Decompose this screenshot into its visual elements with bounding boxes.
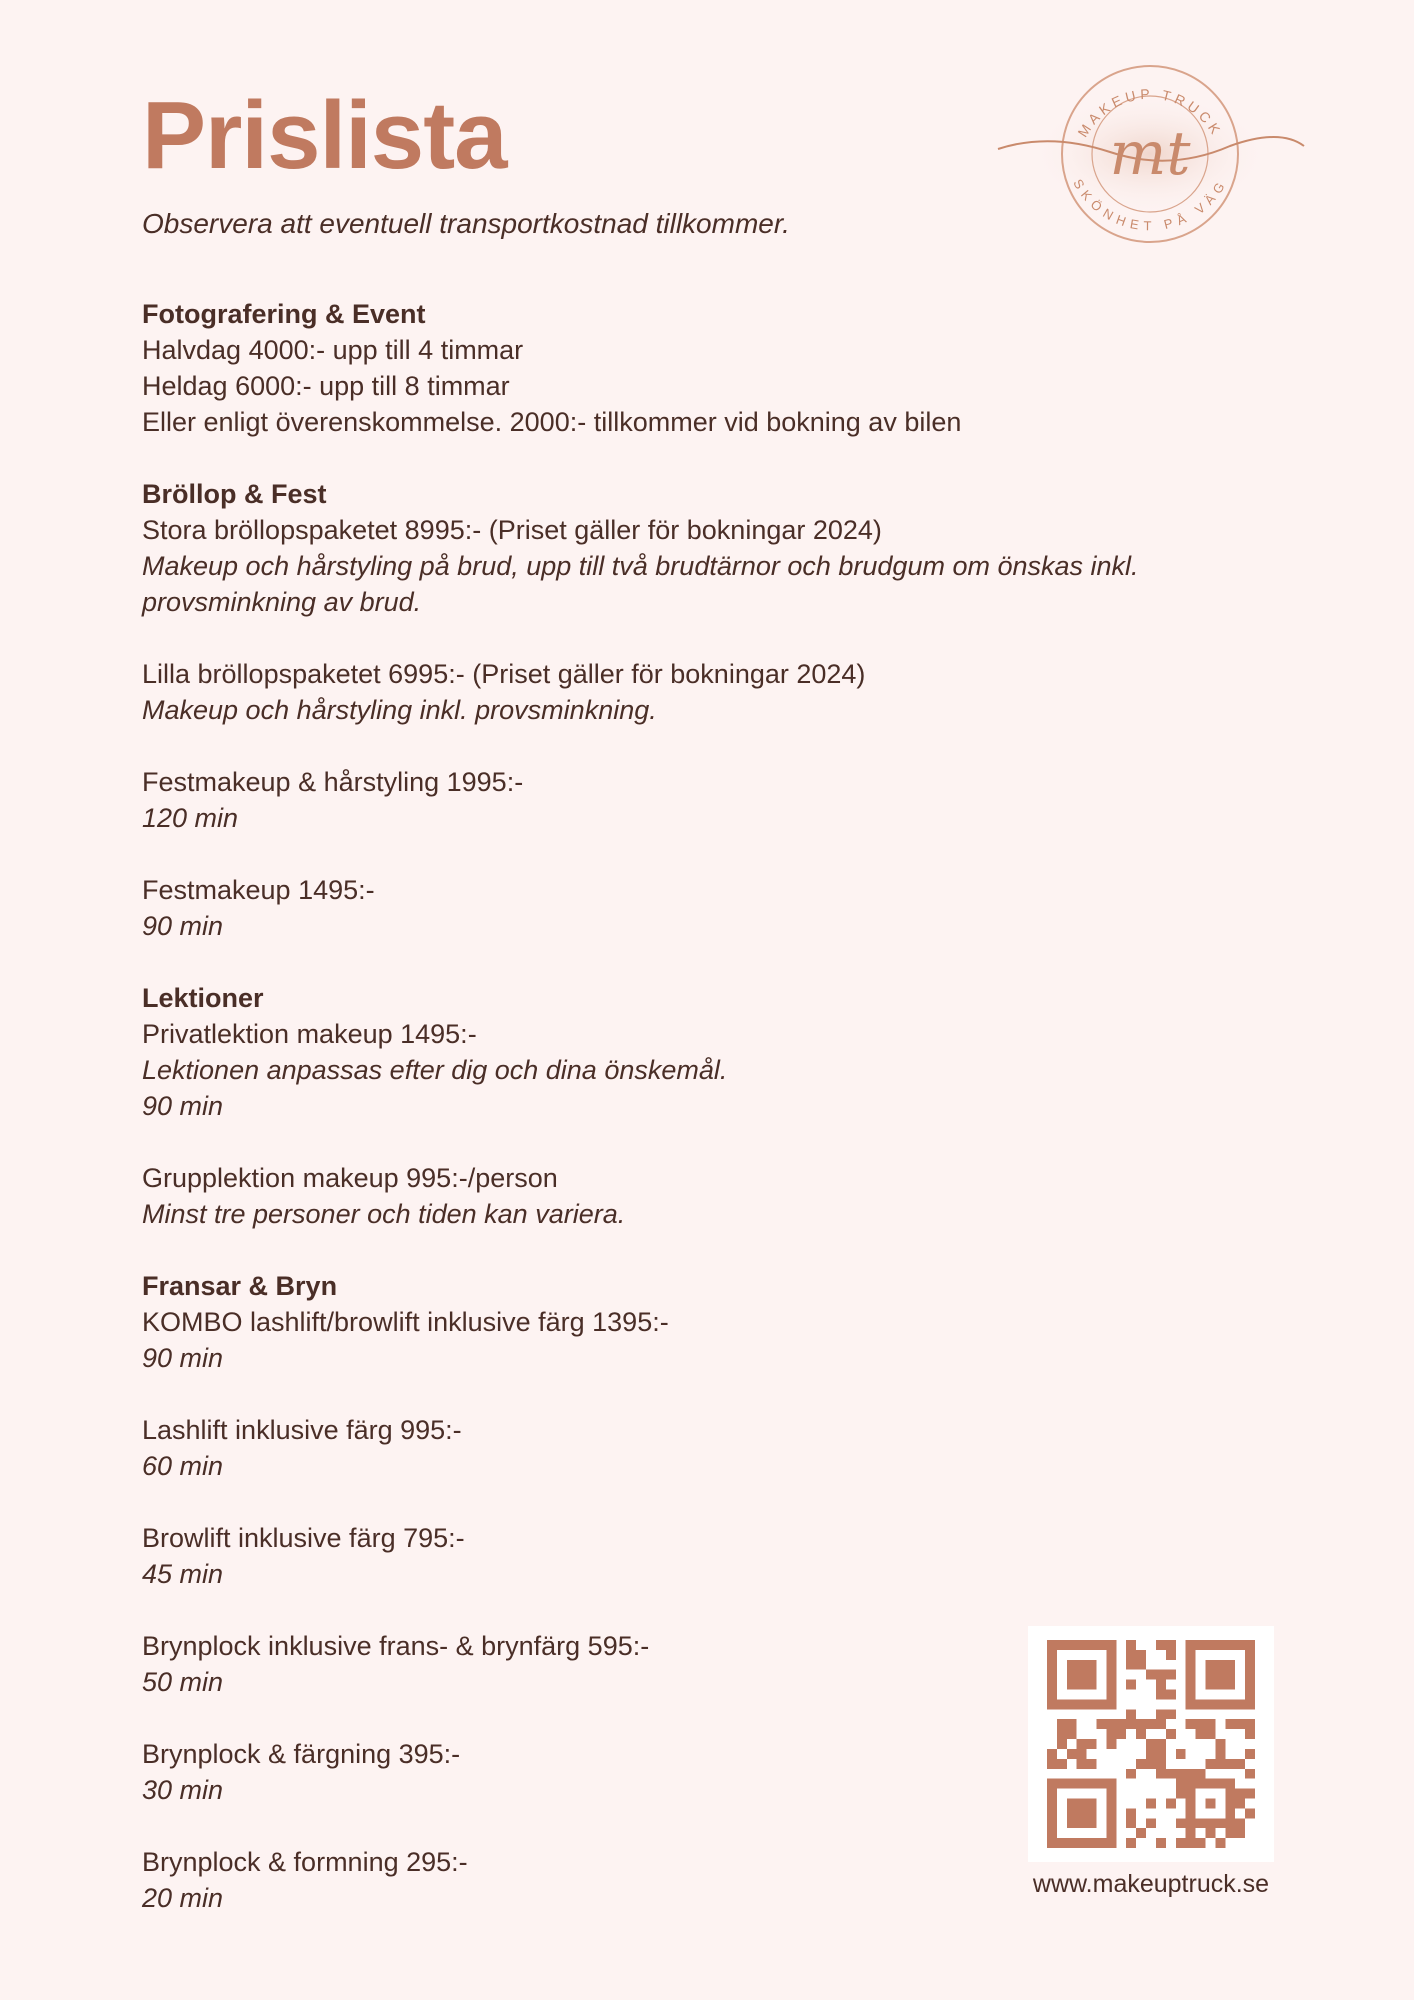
- price-item: [142, 1016, 1242, 1124]
- website-url[interactable]: www.makeuptruck.se: [1032, 1870, 1270, 1898]
- price-note: 120 min: [142, 803, 239, 833]
- price-note: 20 min: [142, 1883, 224, 1913]
- price-line: Lilla bröllopspaketet 6995:- (Priset gäller för bokningar 2024): [142, 659, 866, 689]
- price-line: Privatlektion makeup 1495:-: [142, 1019, 477, 1049]
- price-line: Brynplock & formning 295:-: [142, 1847, 468, 1877]
- price-item: [142, 512, 1242, 620]
- logo-monogram: mt: [1109, 119, 1191, 189]
- price-note: 90 min: [142, 1343, 224, 1373]
- section-2: [142, 980, 1242, 1232]
- page-subtitle: Observera att eventuell transportkostnad tillkommer.: [142, 208, 790, 239]
- price-line: Browlift inklusive färg 795:-: [142, 1523, 465, 1553]
- price-item: [142, 1304, 1242, 1376]
- price-line: Brynplock inklusive frans- & brynfärg 595:-: [142, 1631, 650, 1661]
- price-note: 30 min: [142, 1775, 224, 1805]
- price-line: Eller enligt överenskommelse. 2000:- tillkommer vid bokning av bilen: [142, 407, 962, 437]
- price-line: Grupplektion makeup 995:-/person: [142, 1163, 558, 1193]
- price-item: [142, 656, 1242, 728]
- price-note: Minst tre personer och tiden kan variera.: [142, 1199, 626, 1229]
- price-note: Lektionen anpassas efter dig och dina önskemål.: [142, 1055, 728, 1085]
- price-line: Stora bröllopspaketet 8995:- (Priset gäller för bokningar 2024): [142, 515, 882, 545]
- price-line: Festmakeup & hårstyling 1995:-: [142, 767, 524, 797]
- price-note: 50 min: [142, 1667, 224, 1697]
- price-note: Makeup och hårstyling inkl. provsminkning.: [142, 695, 657, 725]
- price-note: 45 min: [142, 1559, 224, 1589]
- section-heading: Bröllop & Fest: [142, 479, 327, 509]
- section-0: [142, 296, 1242, 440]
- section-heading: Fransar & Bryn: [142, 1271, 338, 1301]
- price-note: 90 min: [142, 1091, 224, 1121]
- section-heading: Fotografering & Event: [142, 299, 426, 329]
- price-note: 90 min: [142, 911, 224, 941]
- logo-top-text: MAKEUP TRUCK: [1074, 85, 1226, 140]
- price-item: [142, 1520, 1242, 1592]
- qr-code[interactable]: [1028, 1626, 1274, 1862]
- price-line: Lashlift inklusive färg 995:-: [142, 1415, 462, 1445]
- price-item: [142, 1412, 1242, 1484]
- price-item: [142, 1160, 1242, 1232]
- price-line: KOMBO lashlift/browlift inklusive färg 1395:-: [142, 1307, 669, 1337]
- page-title: Prislista: [142, 82, 507, 189]
- section-1: [142, 476, 1242, 944]
- price-note: Makeup och hårstyling på brud, upp till två brudtärnor och brudgum om önskas inkl.: [142, 551, 1139, 581]
- makeup-truck-logo: [990, 54, 1310, 254]
- qr-code-icon: [1044, 1640, 1258, 1848]
- price-item: [142, 332, 1242, 440]
- price-note: 60 min: [142, 1451, 224, 1481]
- price-line: Brynplock & färgning 395:-: [142, 1739, 461, 1769]
- section-heading: Lektioner: [142, 983, 264, 1013]
- logo-bottom-text: SKÖNHET PÅ VÄG: [1070, 176, 1230, 234]
- price-line: Festmakeup 1495:-: [142, 875, 375, 905]
- price-line: Halvdag 4000:- upp till 4 timmar: [142, 335, 524, 365]
- price-item: [142, 764, 1242, 836]
- price-item: [142, 872, 1242, 944]
- price-note: provsminkning av brud.: [142, 587, 422, 617]
- price-line: Heldag 6000:- upp till 8 timmar: [142, 371, 510, 401]
